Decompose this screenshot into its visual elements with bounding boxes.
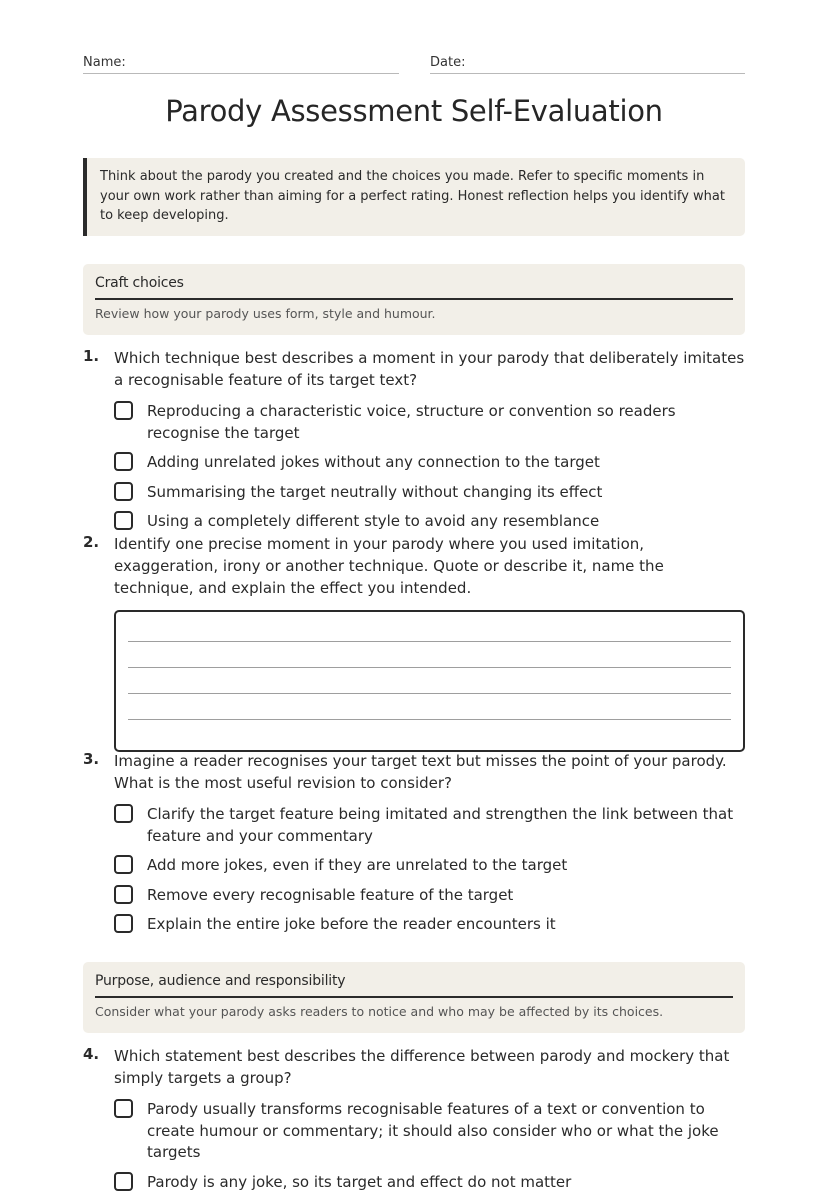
options-list xyxy=(114,1099,745,1193)
checkbox[interactable] xyxy=(114,914,133,933)
option-item[interactable] xyxy=(114,511,745,533)
option-label: Parody is any joke, so its target and effect do not matter xyxy=(147,1172,572,1191)
section-subtitle: Review how your parody uses form, style and humour. xyxy=(95,306,436,321)
option-label: Add more jokes, even if they are unrelated to the target xyxy=(147,856,568,874)
answer-line xyxy=(128,693,731,694)
option-item[interactable] xyxy=(114,855,745,877)
question-number: 1. xyxy=(83,347,100,365)
question-2 xyxy=(83,533,745,752)
option-item[interactable] xyxy=(114,482,745,504)
option-label: Remove every recognisable feature of the target xyxy=(147,885,514,904)
option-label: Clarify the target feature being imitated and strengthen the link between that feature and your commentary xyxy=(147,805,734,845)
options-list xyxy=(114,804,745,936)
option-item[interactable] xyxy=(114,804,745,847)
checkbox[interactable] xyxy=(114,885,133,904)
checkbox[interactable] xyxy=(114,855,133,874)
name-field[interactable] xyxy=(83,51,399,74)
option-label: Using a completely different style to avoid any resemblance xyxy=(147,512,600,530)
section-subtitle: Consider what your parody asks readers to notice and who may be affected by its choices. xyxy=(95,1004,664,1019)
question-4 xyxy=(83,1045,745,1201)
section-title: Purpose, audience and responsibility xyxy=(95,973,733,998)
section-header-purpose xyxy=(83,962,745,1033)
option-label: Explain the entire joke before the reader encounters it xyxy=(147,915,556,933)
question-text: Identify one precise moment in your parody where you used imitation, exaggeration, irony or another technique. Quote or describe it, name the technique, and explain the effect you intended. xyxy=(114,535,664,597)
option-item[interactable] xyxy=(114,1099,745,1164)
question-number: 2. xyxy=(83,533,100,551)
checkbox[interactable] xyxy=(114,511,133,530)
question-1 xyxy=(83,347,745,541)
option-label: Summarising the target neutrally without changing its effect xyxy=(147,482,603,501)
option-item[interactable] xyxy=(114,885,745,907)
checkbox[interactable] xyxy=(114,401,133,420)
checkbox[interactable] xyxy=(114,1172,133,1191)
checkbox[interactable] xyxy=(114,804,133,823)
question-3 xyxy=(83,750,745,944)
option-item[interactable] xyxy=(114,914,745,936)
name-label: Name: xyxy=(83,55,126,70)
section-header-craft xyxy=(83,264,745,335)
checkbox[interactable] xyxy=(114,1099,133,1118)
options-list xyxy=(114,401,745,533)
intro-callout: Think about the parody you created and the choices you made. Refer to specific moments in your own work rather than aiming for a perfect rating. Honest reflection helps you identify what to keep developing. xyxy=(83,158,745,236)
answer-line xyxy=(128,641,731,642)
answer-line xyxy=(128,719,731,720)
checkbox[interactable] xyxy=(114,482,133,501)
date-field[interactable] xyxy=(430,51,745,74)
question-number: 4. xyxy=(83,1045,100,1063)
option-label: Parody usually transforms recognisable features of a text or convention to create humour or commentary; it should also consider who or what the joke targets xyxy=(147,1100,719,1161)
name-date-row xyxy=(83,51,745,75)
option-label: Adding unrelated jokes without any connection to the target xyxy=(147,453,600,471)
question-number: 3. xyxy=(83,750,100,768)
option-item[interactable] xyxy=(114,452,745,474)
option-item[interactable] xyxy=(114,401,745,444)
checkbox[interactable] xyxy=(114,452,133,471)
question-text: Which statement best describes the difference between parody and mockery that simply targets a group? xyxy=(114,1047,730,1087)
answer-line xyxy=(128,667,731,668)
answer-textarea[interactable] xyxy=(114,610,745,752)
date-label: Date: xyxy=(430,55,466,70)
section-title: Craft choices xyxy=(95,275,733,300)
question-text: Imagine a reader recognises your target text but misses the point of your parody. What is the most useful revision to consider? xyxy=(114,752,727,792)
option-label: Reproducing a characteristic voice, structure or convention so readers recognise the target xyxy=(147,402,676,442)
option-item[interactable] xyxy=(114,1172,745,1194)
question-text: Which technique best describes a moment in your parody that deliberately imitates a recognisable feature of its target text? xyxy=(114,349,745,389)
page-title: Parody Assessment Self-Evaluation xyxy=(165,94,663,128)
